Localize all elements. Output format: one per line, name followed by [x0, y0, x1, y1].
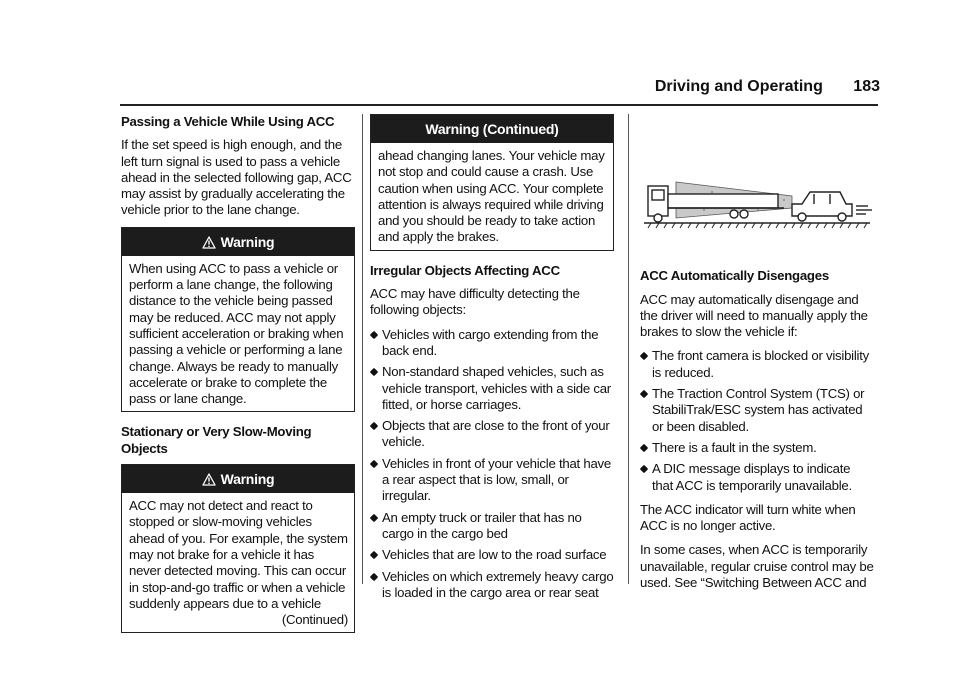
column-3: [640, 114, 874, 599]
header-rule: [120, 104, 878, 106]
section-heading: Passing a Vehicle While Using ACC: [121, 114, 335, 129]
list-item: The front camera is blocked or visibility is reduced.: [640, 348, 874, 381]
warning-box: [121, 464, 355, 633]
warning-icon: [202, 236, 216, 249]
car-icon: [792, 192, 872, 221]
list-item: Objects that are close to the front of your vehicle.: [370, 418, 614, 451]
list-item: An empty truck or trailer that has no cargo in the cargo bed: [370, 510, 614, 543]
list-item: Vehicles in front of your vehicle that have a rear aspect that is low, small, or irregular.: [370, 456, 614, 505]
section-heading: Stationary or Very Slow-Moving Objects: [121, 424, 312, 456]
bullet-list: [370, 327, 614, 601]
warning-title-bar: [122, 228, 354, 256]
section-heading: ACC Automatically Disengages: [640, 268, 829, 284]
column-2: [370, 114, 614, 609]
list-item: The Traction Control System (TCS) or StabiliTrak/ESC system has activated or been disabled.: [640, 386, 874, 435]
warning-text: When using ACC to pass a vehicle or perform a lane change, the following distance to the vehicle being passed may be reduced. ACC may not apply sufficient acceleration or braking when passing a vehicle or performing a lane change. Always be ready to manually accelerate or brake to complete the pass or lane change.: [129, 260, 344, 407]
warning-title-bar: [122, 465, 354, 493]
paragraph: ACC may have difficulty detecting the following objects:: [370, 286, 580, 318]
list-item: A DIC message displays to indicate that ACC is temporarily unavailable.: [640, 461, 874, 494]
list-item: There is a fault in the system.: [640, 440, 874, 456]
warning-box: [370, 114, 614, 251]
warning-icon: [202, 473, 216, 486]
paragraph: The ACC indicator will turn white when ACC is no longer active.: [640, 501, 856, 534]
warning-title: Warning: [220, 233, 275, 250]
paragraph: ACC may automatically disengage and the driver will need to manually apply the brakes to slow the vehicle if:: [640, 291, 868, 340]
column-divider: [362, 114, 363, 584]
warning-text-body: ACC may not detect and react to stopped or slow-moving vehicles ahead of you. For example, the system may not brake for a vehicle it has never detected moving. This can occur in stop-and-go traffic or when a vehicle suddenly appears due to a vehicle: [129, 498, 348, 611]
section-title: Driving and Operating: [654, 78, 823, 95]
warning-box: [121, 227, 355, 413]
list-item: Vehicles that are low to the road surface: [370, 547, 614, 563]
continued-label: (Continued): [281, 612, 348, 628]
paragraph: In some cases, when ACC is temporarily unavailable, regular cruise control may be used. See “Switching Between ACC and: [640, 542, 874, 591]
road-surface: [644, 223, 870, 228]
paragraph: If the set speed is high enough, and the left turn signal is used to pass a vehicle ahead in the selected following gap, ACC may assist by gradually accelerating the vehicle prior to the lane change.: [121, 137, 352, 218]
warning-title-bar: Warning (Continued): [371, 115, 613, 143]
bullet-list: [640, 348, 874, 493]
list-item: Vehicles with cargo extending from the back end.: [370, 327, 614, 360]
warning-text: ahead changing lanes. Your vehicle may not stop and could cause a crash. Use caution when using ACC. Your complete attention is always required while driving and you should be ready to take action and apply the brakes.: [378, 148, 605, 245]
warning-title: Warning: [220, 471, 275, 488]
list-item: Vehicles on which extremely heavy cargo is loaded in the cargo area or rear seat: [370, 569, 614, 602]
column-1: [121, 114, 355, 645]
section-heading: Irregular Objects Affecting ACC: [370, 262, 560, 278]
column-divider: [628, 114, 629, 584]
page-number: 183: [853, 78, 880, 95]
warning-text: [122, 493, 354, 632]
page-header: [655, 78, 880, 104]
list-item: Non-standard shaped vehicles, such as vehicle transport, vehicles with a side car fitted, or horse carriages.: [370, 364, 614, 413]
truck-detection-illustration: [642, 134, 874, 230]
